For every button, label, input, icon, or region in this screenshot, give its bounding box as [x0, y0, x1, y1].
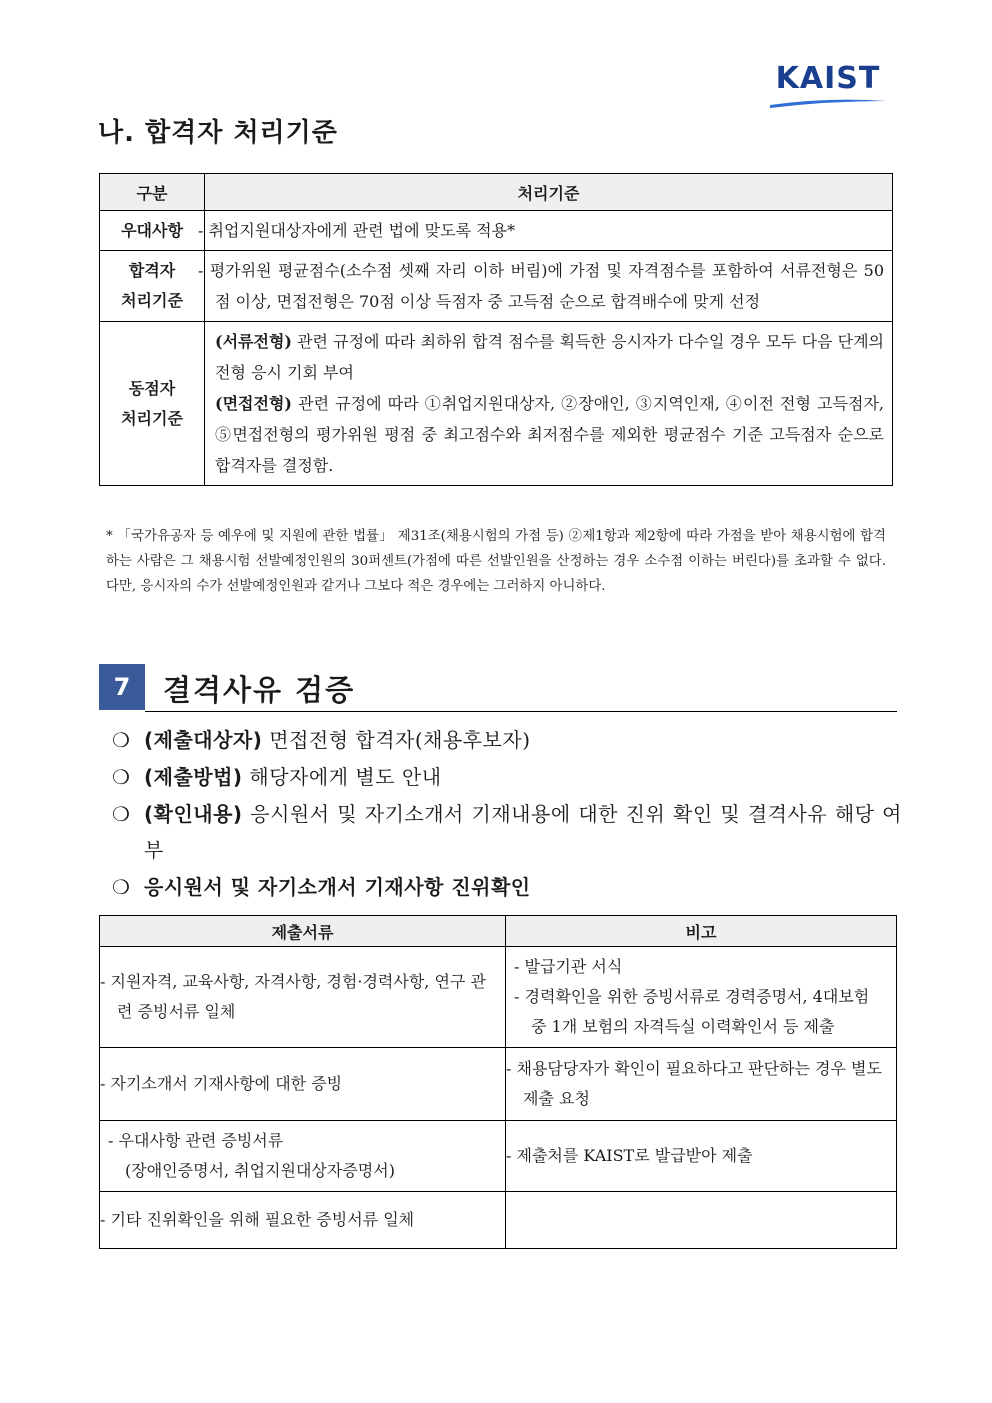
- table-row: [100, 322, 893, 486]
- list-item: [112, 759, 902, 795]
- doc-cell: - 지원자격, 교육사항, 자격사항, 경험·경력사항, 연구 관련 증빙서류 일체: [100, 947, 506, 1048]
- table-row: [100, 1048, 897, 1121]
- list-item: [112, 796, 902, 868]
- remark-cell: - 채용담당자가 확인이 필요하다고 판단하는 경우 별도 제출 요청: [506, 1048, 897, 1121]
- table-row: [100, 251, 893, 322]
- header-documents: 제출서류: [100, 916, 506, 947]
- doc-cell: - 자기소개서 기재사항에 대한 증빙: [100, 1048, 506, 1121]
- bullet-text: 해당자에게 별도 안내: [242, 765, 442, 789]
- header-remarks: 비고: [506, 916, 897, 947]
- section-title: 결격사유 검증: [163, 673, 356, 707]
- list-item: [112, 869, 902, 905]
- header-category: 구분: [100, 174, 205, 211]
- row-label-preference: 우대사항: [100, 211, 205, 251]
- table-row: [100, 1192, 897, 1249]
- logo-swoosh-icon: [768, 95, 888, 109]
- doc-cell: [100, 1121, 506, 1192]
- row-label-pass: 합격자 처리기준: [100, 251, 205, 322]
- bullet-label: 응시원서 및 자기소개서 기재사항 진위확인: [144, 875, 531, 899]
- section-header: [99, 664, 897, 712]
- row-text-preference: - 취업지원대상자에게 관련 법에 맞도록 적용*: [205, 211, 893, 251]
- logo-text: KAIST: [775, 61, 881, 96]
- section-divider: [145, 711, 897, 712]
- circle-bullet-icon: ❍: [112, 802, 131, 826]
- row-text-tie: [205, 322, 893, 486]
- bullet-label: (확인내용): [144, 802, 243, 826]
- doc-line: (장애인증명서, 취업지원대상자증명서): [125, 1161, 395, 1180]
- bullet-label: (제출대상자): [144, 728, 263, 752]
- tie-interview-text: 관련 규정에 따라 ①취업지원대상자, ②장애인, ③지역인재, ④이전 전형 고득점자, ⑤면접전형의 평가위원 평점 중 최고점수와 최저점수를 제외한 평균점수 기준 고득점자 순으로 합격자를 결정함.: [215, 394, 884, 475]
- doc-cell: - 기타 진위확인을 위해 필요한 증빙서류 일체: [100, 1192, 506, 1249]
- subsection-title: 나. 합격자 처리기준: [98, 118, 338, 148]
- tie-paragraph-interview: [215, 388, 884, 481]
- header-criteria: 처리기준: [205, 174, 893, 211]
- table-row: [100, 1121, 897, 1192]
- table-row: [100, 947, 897, 1048]
- bullet-list: [112, 722, 902, 906]
- circle-bullet-icon: ❍: [112, 875, 131, 899]
- row-label-tie: 동점자 처리기준: [100, 322, 205, 486]
- bullet-text: 면접전형 합격자(채용후보자): [262, 728, 531, 752]
- documents-table: [99, 915, 897, 1249]
- remark-cell-empty: [506, 1192, 897, 1249]
- tie-interview-label: (면접전형): [215, 394, 292, 413]
- section-number: 7: [99, 664, 145, 710]
- remark-cell: - 제출처를 KAIST로 발급받아 제출: [506, 1121, 897, 1192]
- table-header-row: [100, 916, 897, 947]
- tie-documents-text: 관련 규정에 따라 최하위 합격 점수를 획득한 응시자가 다수일 경우 모두 다음 단계의 전형 응시 기회 부여: [215, 332, 884, 382]
- remark-cell: [506, 947, 897, 1048]
- remark-line: - 발급기관 서식: [514, 957, 623, 976]
- footnote: * 「국가유공자 등 예우에 및 지원에 관한 법률」 제31조(채용시험의 가점 등) ②제1항과 제2항에 따라 가점을 받아 채용시험에 합격하는 사람은 그 채용시험 선발예정인원의 30퍼센트(가점에 따른 선발인원을 산정하는 경우 소수점 이하는 버린다)를 초과할 수 없다. 다만, 응시자의 수가 선발예정인원과 같거나 그보다 적은 경우에는 그러하지 아니하다.: [106, 529, 886, 594]
- remark-line: - 경력확인을 위한 증빙서류로 경력증명서, 4대보험 중 1개 보험의 자격득실 이력확인서 등 제출: [514, 987, 870, 1036]
- kaist-logo: [768, 61, 888, 108]
- row-text-pass: - 평가위원 평균점수(소수점 셋째 자리 이하 버림)에 가점 및 자격점수를 포함하여 서류전형은 50점 이상, 면접전형은 70점 이상 득점자 중 고득점 순으로 합격배수에 맞게 선정: [205, 251, 893, 322]
- doc-line: - 우대사항 관련 증빙서류: [108, 1131, 284, 1150]
- bullet-text: 응시원서 및 자기소개서 기재내용에 대한 진위 확인 및 결격사유 해당 여부: [144, 802, 902, 862]
- bullet-label: (제출방법): [144, 765, 243, 789]
- circle-bullet-icon: ❍: [112, 728, 131, 752]
- list-item: [112, 722, 902, 758]
- table-header-row: [100, 174, 893, 211]
- table-row: [100, 211, 893, 251]
- tie-paragraph-documents: [215, 326, 884, 388]
- tie-documents-label: (서류전형): [215, 332, 292, 351]
- criteria-table: [99, 173, 893, 486]
- circle-bullet-icon: ❍: [112, 765, 131, 789]
